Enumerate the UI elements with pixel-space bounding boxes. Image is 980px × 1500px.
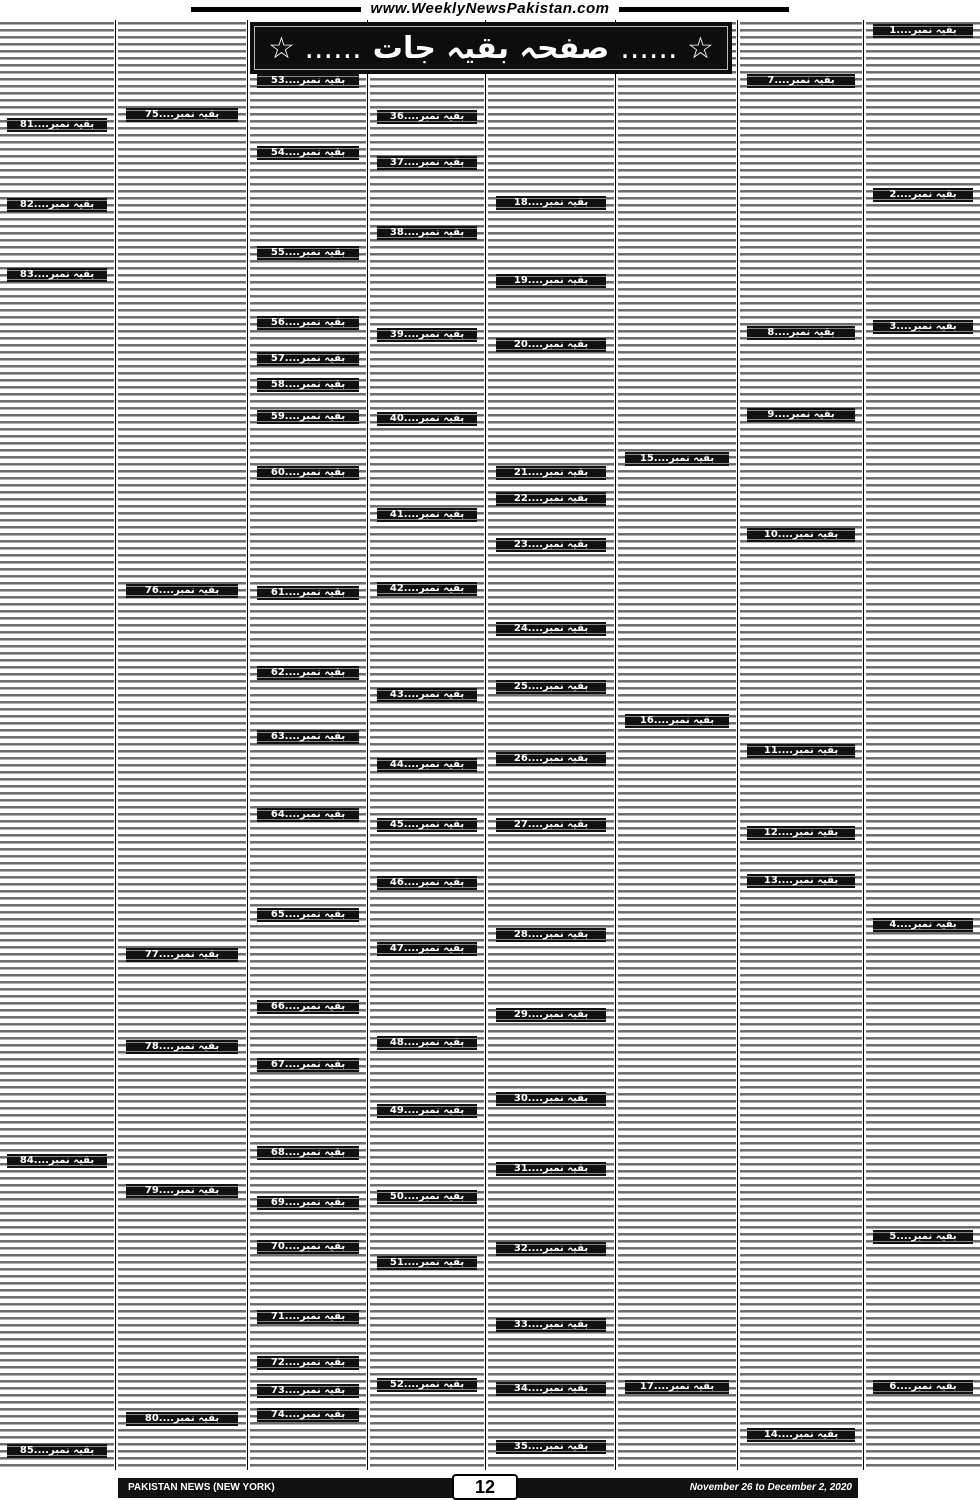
continuation-header-38 (377, 226, 477, 240)
article-text-block (0, 20, 114, 1470)
continuation-label: بقیہ نمبر....7 (767, 75, 835, 86)
continuation-label: بقیہ نمبر....41 (389, 509, 465, 520)
column-6 (250, 20, 366, 1470)
continuation-label: بقیہ نمبر....55 (270, 247, 346, 258)
continuation-label: بقیہ نمبر....81 (19, 119, 95, 130)
continuation-label: بقیہ نمبر....17 (639, 1381, 715, 1392)
masthead-rule-left (191, 7, 361, 12)
continuation-header-83 (7, 268, 107, 282)
continuation-label: بقیہ نمبر....35 (513, 1441, 589, 1452)
continuation-label: بقیہ نمبر....73 (270, 1385, 346, 1396)
footer-page-number: 12 (452, 1474, 518, 1500)
continuation-header-17 (625, 1380, 729, 1394)
site-url-text: www.WeeklyNewsPakistan.com (370, 0, 610, 17)
article-text-block (866, 20, 980, 1470)
continuation-label: بقیہ نمبر....36 (389, 111, 465, 122)
continuation-label: بقیہ نمبر....63 (270, 731, 346, 742)
continuation-label: بقیہ نمبر....72 (270, 1357, 346, 1368)
banner-title: صفحہ بقیہ جات (372, 31, 610, 66)
continuation-label: بقیہ نمبر....13 (763, 875, 839, 886)
continuation-label: بقیہ نمبر....8 (767, 327, 835, 338)
column-rule (863, 20, 864, 1470)
column-2 (740, 20, 862, 1470)
continuation-label: بقیہ نمبر....85 (19, 1445, 95, 1456)
continuation-header-73 (257, 1384, 359, 1398)
continuation-label: بقیہ نمبر....9 (767, 409, 835, 420)
continuation-label: بقیہ نمبر....57 (270, 353, 346, 364)
continuation-header-26 (496, 752, 606, 766)
continuation-header-11 (747, 744, 855, 758)
continuation-header-61 (257, 586, 359, 600)
continuation-label: بقیہ نمبر....26 (513, 753, 589, 764)
continuation-header-23 (496, 538, 606, 552)
column-rule (247, 20, 248, 1470)
continuation-label: بقیہ نمبر....28 (513, 929, 589, 940)
continuation-label: بقیہ نمبر....48 (389, 1037, 465, 1048)
continuation-label: بقیہ نمبر....6 (889, 1381, 957, 1392)
continuation-header-50 (377, 1190, 477, 1204)
continuation-label: بقیہ نمبر....44 (389, 759, 465, 770)
continuation-header-42 (377, 582, 477, 596)
continuation-label: بقیہ نمبر....38 (389, 227, 465, 238)
continuation-header-37 (377, 156, 477, 170)
continuation-header-63 (257, 730, 359, 744)
continuation-label: بقیہ نمبر....75 (144, 109, 220, 120)
continuation-header-18 (496, 196, 606, 210)
continuation-header-68 (257, 1146, 359, 1160)
continuation-header-58 (257, 378, 359, 392)
continuation-label: بقیہ نمبر....22 (513, 493, 589, 504)
continuation-header-65 (257, 908, 359, 922)
column-5 (370, 20, 484, 1470)
continuation-header-54 (257, 146, 359, 160)
continuation-label: بقیہ نمبر....27 (513, 819, 589, 830)
continuation-label: بقیہ نمبر....56 (270, 317, 346, 328)
continuation-label: بقیہ نمبر....42 (389, 583, 465, 594)
footer-publication: PAKISTAN NEWS (NEW YORK) (128, 1482, 275, 1493)
continuation-label: بقیہ نمبر....16 (639, 715, 715, 726)
continuation-header-72 (257, 1356, 359, 1370)
continuation-label: بقیہ نمبر....30 (513, 1093, 589, 1104)
continuation-label: بقیہ نمبر....70 (270, 1241, 346, 1252)
continuation-header-66 (257, 1000, 359, 1014)
continuation-label: بقیہ نمبر....52 (389, 1379, 465, 1390)
continuation-label: بقیہ نمبر....53 (270, 75, 346, 86)
continuation-header-32 (496, 1242, 606, 1256)
continuation-label: بقیہ نمبر....32 (513, 1243, 589, 1254)
continuation-header-71 (257, 1310, 359, 1324)
continuation-header-8 (747, 326, 855, 340)
continuation-label: بقیہ نمبر....29 (513, 1009, 589, 1020)
continuation-label: بقیہ نمبر....69 (270, 1197, 346, 1208)
continuation-header-22 (496, 492, 606, 506)
column-1 (866, 20, 980, 1470)
continuation-label: بقیہ نمبر....12 (763, 827, 839, 838)
continuation-header-59 (257, 410, 359, 424)
column-rule (485, 20, 486, 1470)
continuation-label: بقیہ نمبر....49 (389, 1105, 465, 1116)
continuation-header-6 (873, 1380, 973, 1394)
continuation-header-81 (7, 118, 107, 132)
continuation-header-76 (126, 584, 238, 598)
column-8 (0, 20, 114, 1470)
continuation-header-40 (377, 412, 477, 426)
continuation-header-45 (377, 818, 477, 832)
continuation-header-85 (7, 1444, 107, 1458)
continuation-label: بقیہ نمبر....79 (144, 1185, 220, 1196)
continuation-header-5 (873, 1230, 973, 1244)
continuation-label: بقیہ نمبر....40 (389, 413, 465, 424)
continuation-label: بقیہ نمبر....34 (513, 1383, 589, 1394)
continuation-label: بقیہ نمبر....80 (144, 1413, 220, 1424)
continuation-header-12 (747, 826, 855, 840)
article-text-block (618, 20, 736, 1470)
continuation-label: بقیہ نمبر....84 (19, 1155, 95, 1166)
continuation-header-19 (496, 274, 606, 288)
continuation-label: بقیہ نمبر....19 (513, 275, 589, 286)
continuation-label: بقیہ نمبر....3 (889, 321, 957, 332)
continuation-header-51 (377, 1256, 477, 1270)
continuation-label: بقیہ نمبر....31 (513, 1163, 589, 1174)
continuation-header-56 (257, 316, 359, 330)
continuation-header-49 (377, 1104, 477, 1118)
continuation-header-20 (496, 338, 606, 352)
continuation-header-84 (7, 1154, 107, 1168)
continuation-header-10 (747, 528, 855, 542)
star-icon: ...... ☆ (620, 31, 714, 66)
continuation-header-25 (496, 680, 606, 694)
continuation-label: بقیہ نمبر....20 (513, 339, 589, 350)
continuation-label: بقیہ نمبر....37 (389, 157, 465, 168)
continuation-header-24 (496, 622, 606, 636)
continuation-label: بقیہ نمبر....23 (513, 539, 589, 550)
continuation-label: بقیہ نمبر....45 (389, 819, 465, 830)
continuation-header-41 (377, 508, 477, 522)
continuation-header-52 (377, 1378, 477, 1392)
continuation-label: بقیہ نمبر....82 (19, 199, 95, 210)
continuation-header-9 (747, 408, 855, 422)
continuation-header-21 (496, 466, 606, 480)
continuation-label: بقیہ نمبر....4 (889, 919, 957, 930)
continuation-label: بقیہ نمبر....39 (389, 329, 465, 340)
continuation-label: بقیہ نمبر....15 (639, 453, 715, 464)
continuation-label: بقیہ نمبر....2 (889, 189, 957, 200)
continuation-header-78 (126, 1040, 238, 1054)
column-7 (118, 20, 246, 1470)
continuation-header-4 (873, 918, 973, 932)
continuation-header-30 (496, 1092, 606, 1106)
continuation-header-60 (257, 466, 359, 480)
continuation-label: بقیہ نمبر....76 (144, 585, 220, 596)
continuation-label: بقیہ نمبر....65 (270, 909, 346, 920)
continuation-header-13 (747, 874, 855, 888)
continuation-header-3 (873, 320, 973, 334)
continuation-header-2 (873, 188, 973, 202)
continuation-label: بقیہ نمبر....54 (270, 147, 346, 158)
continuation-header-64 (257, 808, 359, 822)
continuation-label: بقیہ نمبر....10 (763, 529, 839, 540)
column-rule (115, 20, 116, 1470)
continuation-label: بقیہ نمبر....68 (270, 1147, 346, 1158)
continuation-header-43 (377, 688, 477, 702)
continuation-header-53 (257, 74, 359, 88)
continuation-label: بقیہ نمبر....1 (889, 25, 957, 36)
continuation-label: بقیہ نمبر....24 (513, 623, 589, 634)
continuation-label: بقیہ نمبر....33 (513, 1319, 589, 1330)
continuation-header-7 (747, 74, 855, 88)
continuation-header-34 (496, 1382, 606, 1396)
column-rule (737, 20, 738, 1470)
continuation-label: بقیہ نمبر....59 (270, 411, 346, 422)
continuation-header-16 (625, 714, 729, 728)
continuation-header-70 (257, 1240, 359, 1254)
page-footer (0, 1474, 980, 1500)
continuation-label: بقیہ نمبر....66 (270, 1001, 346, 1012)
continuation-header-62 (257, 666, 359, 680)
continuation-label: بقیہ نمبر....61 (270, 587, 346, 598)
continuation-label: بقیہ نمبر....83 (19, 269, 95, 280)
continuation-header-47 (377, 942, 477, 956)
continuation-label: بقیہ نمبر....62 (270, 667, 346, 678)
continuation-header-27 (496, 818, 606, 832)
continuation-header-82 (7, 198, 107, 212)
continuation-label: بقیہ نمبر....43 (389, 689, 465, 700)
continuation-header-44 (377, 758, 477, 772)
continuation-label: بقیہ نمبر....47 (389, 943, 465, 954)
continuation-label: بقیہ نمبر....64 (270, 809, 346, 820)
continuation-label: بقیہ نمبر....11 (763, 745, 839, 756)
continuation-header-75 (126, 108, 238, 122)
continuation-label: بقیہ نمبر....50 (389, 1191, 465, 1202)
continuation-label: بقیہ نمبر....67 (270, 1059, 346, 1070)
continuation-label: بقیہ نمبر....51 (389, 1257, 465, 1268)
masthead-rule-right (619, 7, 789, 12)
continuation-header-57 (257, 352, 359, 366)
continuation-label: بقیہ نمبر....58 (270, 379, 346, 390)
continuation-header-79 (126, 1184, 238, 1198)
continuation-label: بقیہ نمبر....14 (763, 1429, 839, 1440)
continuation-label: بقیہ نمبر....25 (513, 681, 589, 692)
continuation-header-14 (747, 1428, 855, 1442)
continuation-header-39 (377, 328, 477, 342)
continuation-label: بقیہ نمبر....18 (513, 197, 589, 208)
continuation-label: بقیہ نمبر....77 (144, 949, 220, 960)
continuation-header-74 (257, 1408, 359, 1422)
continuation-header-33 (496, 1318, 606, 1332)
star-icon: ☆ ...... (268, 31, 362, 66)
continuation-header-35 (496, 1440, 606, 1454)
continuation-label: بقیہ نمبر....60 (270, 467, 346, 478)
section-banner (250, 22, 732, 74)
continuation-header-1 (873, 24, 973, 38)
continuation-header-80 (126, 1412, 238, 1426)
continuation-header-48 (377, 1036, 477, 1050)
banner-frame (254, 26, 728, 70)
article-text-block (118, 20, 246, 1470)
column-3 (618, 20, 736, 1470)
continuation-header-15 (625, 452, 729, 466)
continuation-header-67 (257, 1058, 359, 1072)
continuation-header-69 (257, 1196, 359, 1210)
footer-date-range: November 26 to December 2, 2020 (689, 1482, 852, 1493)
continuation-label: بقیہ نمبر....5 (889, 1231, 957, 1242)
continuation-header-31 (496, 1162, 606, 1176)
column-4 (488, 20, 614, 1470)
continuation-label: بقیہ نمبر....74 (270, 1409, 346, 1420)
continuation-header-36 (377, 110, 477, 124)
continuation-header-46 (377, 876, 477, 890)
continuation-header-28 (496, 928, 606, 942)
continuation-label: بقیہ نمبر....46 (389, 877, 465, 888)
continuation-header-55 (257, 246, 359, 260)
masthead-site-url (0, 0, 980, 18)
continuation-header-29 (496, 1008, 606, 1022)
continuation-label: بقیہ نمبر....21 (513, 467, 589, 478)
continuation-header-77 (126, 948, 238, 962)
continuation-label: بقیہ نمبر....71 (270, 1311, 346, 1322)
continuation-label: بقیہ نمبر....78 (144, 1041, 220, 1052)
column-rule (367, 20, 368, 1470)
column-rule (615, 20, 616, 1470)
